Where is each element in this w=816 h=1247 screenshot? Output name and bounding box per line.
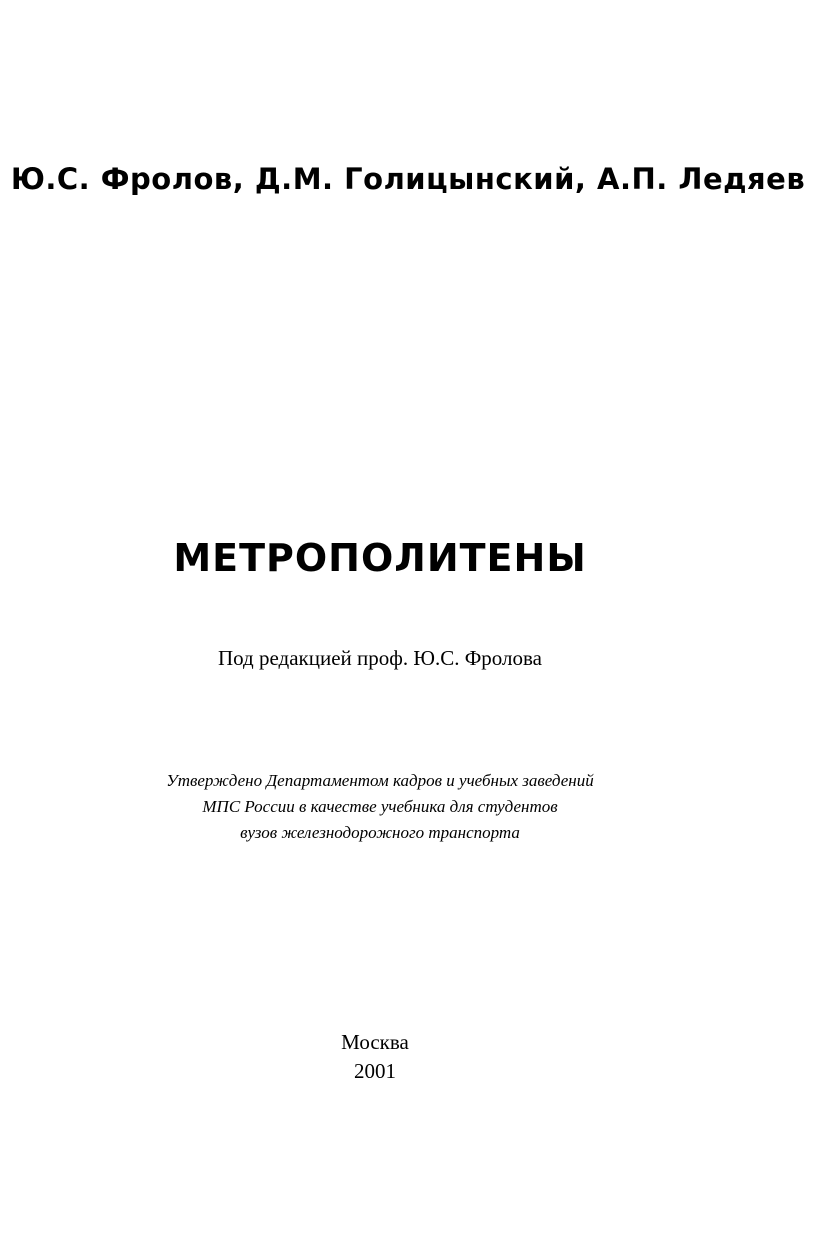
editor-line: Под редакцией проф. Ю.С. Фролова (218, 646, 542, 670)
imprint-year: 2001 (354, 1059, 396, 1083)
approval-notice (0, 768, 760, 846)
book-title: МЕТРОПОЛИТЕНЫ (173, 536, 587, 580)
approval-line-3: вузов железнодорожного транспорта (240, 823, 520, 842)
approval-line-2: МПС России в качестве учебника для студентов (202, 797, 558, 816)
imprint (0, 1028, 750, 1086)
imprint-city: Москва (341, 1030, 409, 1054)
approval-line-1: Утверждено Департаментом кадров и учебных заведений (166, 771, 594, 790)
authors-line: Ю.С. Фролов, Д.М. Голицынский, А.П. Ледяев (10, 162, 806, 196)
